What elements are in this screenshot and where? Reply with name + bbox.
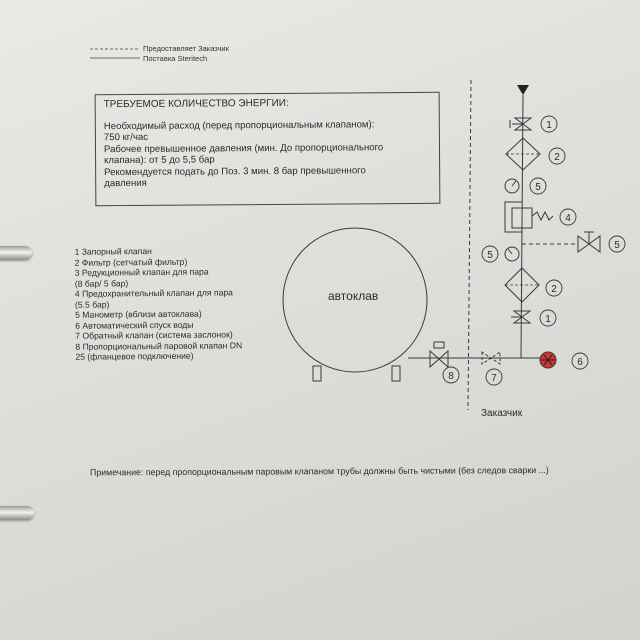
callout-number: 2 xyxy=(551,284,557,295)
note-text: Примечание: перед пропорциональным паровым клапаном трубы должны быть чистыми (без следов сварки ...) xyxy=(89,465,549,478)
energy-line: Необходимый расход (перед пропорциональным клапаном): xyxy=(103,118,375,132)
callout-number: 5 xyxy=(487,250,493,261)
callout-number: 2 xyxy=(554,152,560,163)
autoclave-label: автоклав xyxy=(328,289,379,303)
parts-item: 1 Запорный клапан xyxy=(74,246,152,257)
energy-line: Рекомендуется подать до Поз. 3 мин. 8 бар превышенного xyxy=(104,164,366,178)
legend-solid-label: Поставка Steritech xyxy=(143,54,208,63)
parts-item: 6 Автоматический спуск воды xyxy=(75,319,194,331)
energy-line: клапана): от 5 до 5,5 бар xyxy=(104,154,215,167)
parts-item: 2 Фильтр (сетчатый фильтр) xyxy=(74,256,188,268)
customer-label: Заказчик xyxy=(481,408,523,419)
safety-valve-icon xyxy=(578,232,600,252)
customer-boundary-line xyxy=(468,80,471,410)
legend-dashed-label: Предоставляет Заказчик xyxy=(143,44,229,53)
parts-item: 4 Предохранительный клапан для пара xyxy=(74,287,233,299)
callout-number: 7 xyxy=(491,373,497,384)
energy-line: Рабочее превышенное давления (мин. До пропорционального xyxy=(103,141,384,155)
callout-number: 1 xyxy=(545,314,551,325)
autoclave-leg-right xyxy=(392,366,400,381)
parts-item: 8 Пропорциональный паровой клапан DN xyxy=(75,339,243,352)
parts-item: 3 Редукционный клапан для пара xyxy=(74,266,209,278)
callout-number: 5 xyxy=(535,182,541,193)
shutoff-valve-top-icon xyxy=(510,118,531,130)
callout-number: 4 xyxy=(565,213,571,224)
parts-item: 5 Манометр (вблизи автоклава) xyxy=(75,308,202,320)
parts-item: (5.5 бар) xyxy=(74,298,110,310)
shutoff-valve-lower-icon xyxy=(511,311,530,323)
main-steam-pipe xyxy=(521,95,523,358)
callout-number: 1 xyxy=(546,120,552,131)
steam-inlet-arrow-icon xyxy=(517,85,529,95)
callout-number: 8 xyxy=(448,371,454,382)
parts-item: 25 (фланцевое подключение) xyxy=(75,350,194,362)
energy-line: давления xyxy=(104,177,147,190)
energy-line: 750 кг/час xyxy=(103,131,149,144)
callout-number: 6 xyxy=(577,357,583,368)
parts-item: (8 бар/ 5 бар) xyxy=(74,277,129,289)
autoclave-leg-left xyxy=(313,366,321,381)
parts-item: 7 Обратный клапан (система заслонок) xyxy=(75,329,233,341)
proportional-valve-icon xyxy=(430,342,448,367)
energy-title: ТРЕБУЕМОЕ КОЛИЧЕСТВО ЭНЕРГИИ: xyxy=(103,97,289,111)
callout-number: 5 xyxy=(614,240,620,251)
